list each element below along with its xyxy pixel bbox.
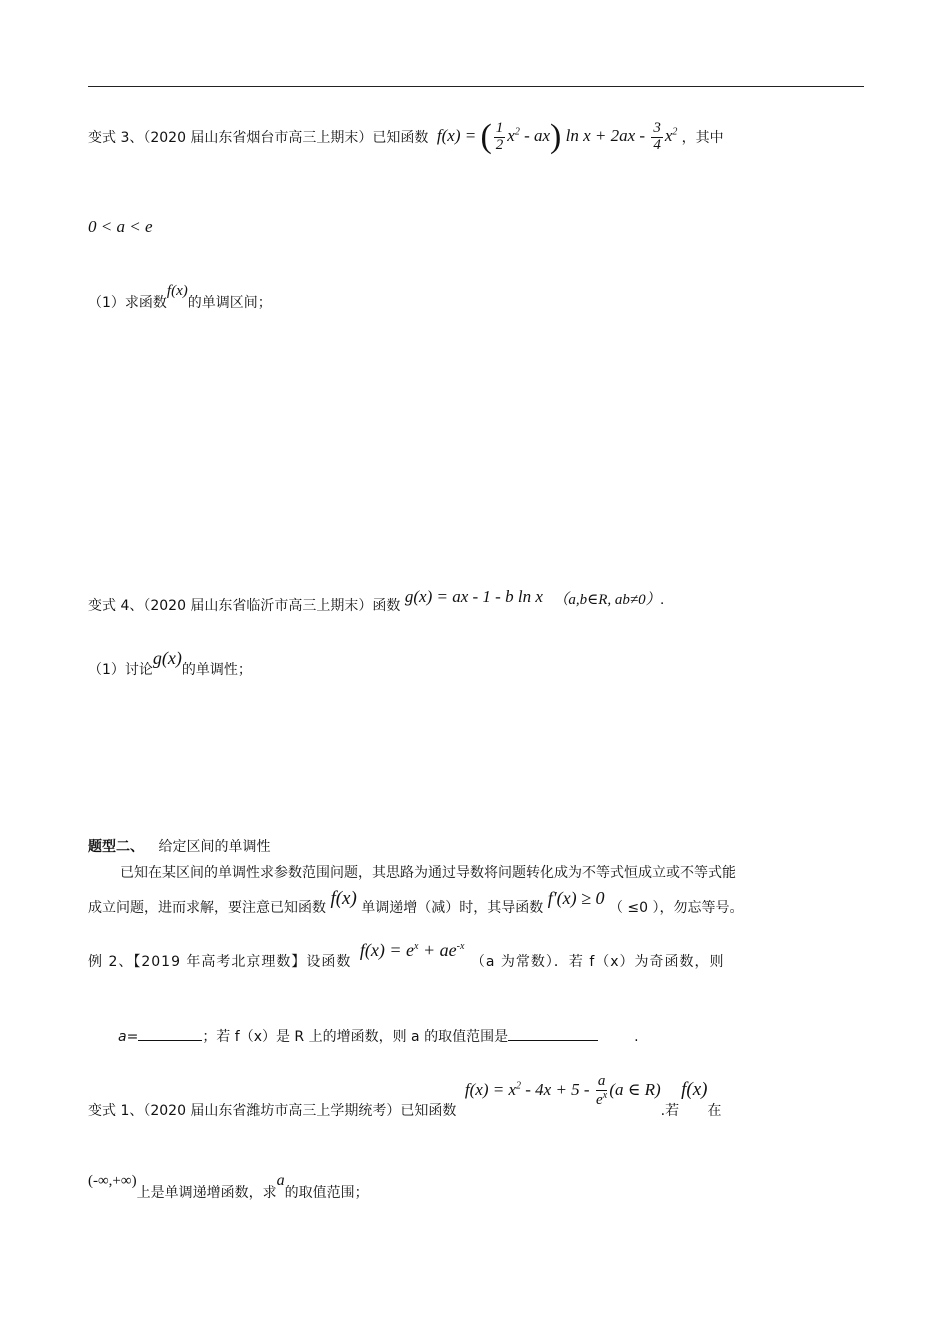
variant-1-label: 变式 1、（2020 届山东省潍坊市高三上学期统考）已知函数 <box>88 1103 457 1120</box>
answer-blank-1[interactable] <box>138 1040 202 1041</box>
section-title: 题型二、 <box>88 839 144 855</box>
variant-4-condition: （a,b∈R, ab≠0）. <box>553 592 665 608</box>
variant-4-label: 变式 4、（2020 届山东省临沂市高三上期末）函数 <box>88 598 401 614</box>
variant-4-question-1: （1）讨论g(x)的单调性； <box>88 648 252 678</box>
variant-1-line-2: (-∞,+∞)上是单调递增函数，求a的取值范围； <box>88 1172 369 1201</box>
answer-blank-2[interactable] <box>508 1040 598 1041</box>
variant-3-formula: f(x) = ( $\frac{1}{2}$ $x^2 - ax$) ln x + 2ax - $\frac{3}{4}$ $x^2$ <box>436 118 678 155</box>
variant-4 <box>88 586 665 614</box>
example-2-line-2: a= ；若 f（x）是 R 上的增函数，则 a 的取值范围是 . <box>118 1029 639 1045</box>
variant-3-condition: 0 < a < e <box>88 217 153 236</box>
variant-3-label: 变式 3、（2020 届山东省烟台市高三上期末）已知函数 <box>88 129 429 146</box>
example-2-label: 例 2、【2019 年高考北京理数】设函数 <box>88 954 352 970</box>
section-subtitle: 给定区间的单调性 <box>158 839 271 855</box>
example-2 <box>88 940 725 970</box>
section-type-2-heading <box>88 836 270 856</box>
section-paragraph-1: 已知在某区间的单调性求参数范围问题，其思路为通过导数将问题转化成为不等式恒成立或不等式能 <box>120 865 736 881</box>
variant-1-formula: $f(x) = x^2 - 4x + 5$ - $\frac{a}{e^x}$ (a ∈ R) <box>464 1073 661 1108</box>
variant-1: 变式 1、（2020 届山东省潍坊市高三上学期统考）已知函数 $f(x) = x^2 - 4x + 5$ - $\frac{a}{e^x}$ (a ∈ R).若f(x)在 <box>88 1073 722 1120</box>
variant-3-question-1: （1）求函数f(x)的单调区间； <box>88 283 272 311</box>
section-paragraph-2: 成立问题，进而求解，要注意已知函数 f(x) 单调递增（减）时，其导函数 f′(x) ≥ 0 （ ≤0 ），勿忘等号。 <box>88 888 744 916</box>
example-2-formula: $f(x) = e^x + ae^{-x}$ <box>359 940 465 960</box>
variant-3 <box>88 118 724 156</box>
example-2-tail: （a 为常数）．若 f（x）为奇函数，则 <box>470 954 725 970</box>
variant-3-tail: ，其中 <box>681 129 724 146</box>
variant-4-formula: g(x) = ax - 1 - b ln x <box>404 587 543 606</box>
header-rule <box>88 86 864 87</box>
